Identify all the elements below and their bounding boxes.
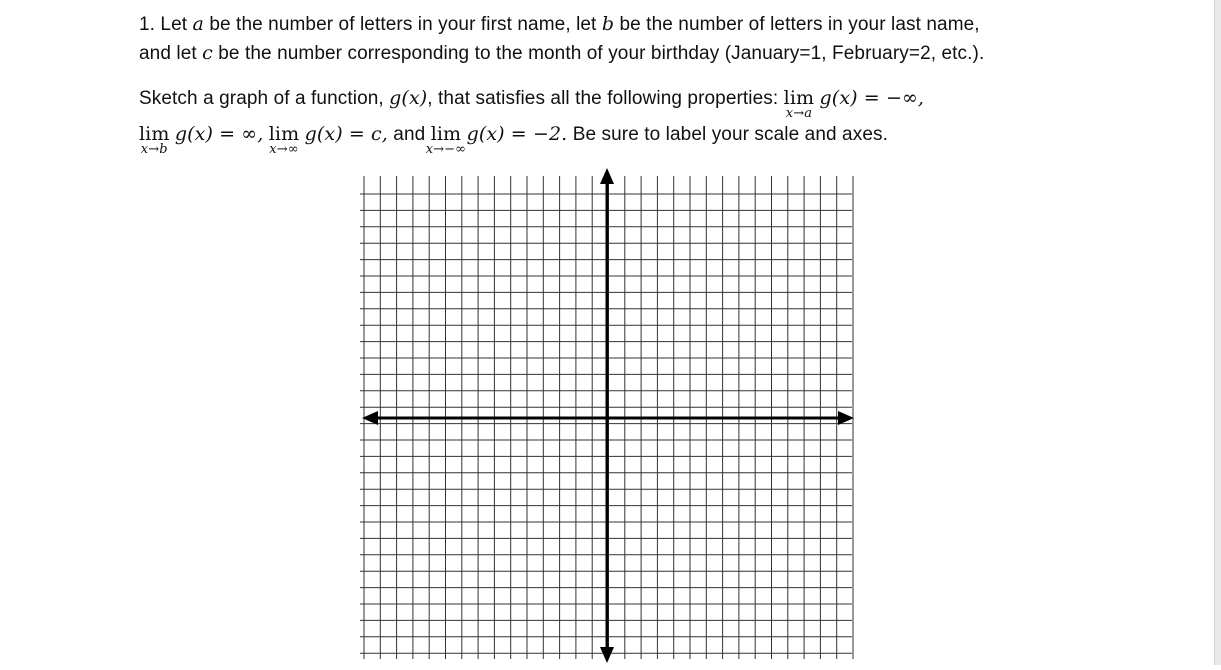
limit-word: lim xyxy=(783,87,815,109)
variable-b: b xyxy=(601,13,615,35)
text-segment: Let xyxy=(155,14,193,35)
text-segment: Be sure to label your scale and axes. xyxy=(567,124,888,145)
limit-x-to-b xyxy=(139,123,170,157)
variable-c: c xyxy=(202,42,213,64)
limit-expression: g(x) = ∞, xyxy=(174,123,264,145)
limit-word: lim xyxy=(139,123,170,145)
limit-subscript: x→b xyxy=(140,142,168,157)
y-axis-down-arrow-icon xyxy=(600,647,614,663)
x-axis-right-arrow-icon xyxy=(838,411,854,425)
limit-subscript: x→∞ xyxy=(269,142,299,157)
text-segment: be the number of letters in your first name, let xyxy=(203,14,602,35)
problem-line-4 xyxy=(139,123,888,157)
problem-line-2 xyxy=(139,42,984,65)
limit-x-to-neg-infinity xyxy=(425,123,467,157)
limit-subscript: x→a xyxy=(785,106,813,121)
problem-line-3 xyxy=(139,87,925,121)
limit-expression: g(x) = −2. xyxy=(466,123,568,145)
limit-word: lim xyxy=(268,123,300,145)
text-segment: Sketch a graph of a function, xyxy=(139,88,390,109)
limit-expression: g(x) = c, xyxy=(304,123,388,145)
text-segment: , that satisfies all the following properties: xyxy=(427,88,784,109)
text-segment: be the number of letters in your last name, xyxy=(614,14,980,35)
problem-line-1 xyxy=(139,13,980,36)
text-segment: be the number corresponding to the month of your birthday (January=1, February=2, etc.). xyxy=(212,43,985,64)
limit-x-to-a xyxy=(783,87,815,121)
text-segment: and xyxy=(387,124,431,145)
variable-a: a xyxy=(192,13,204,35)
limit-word: lim xyxy=(430,123,462,145)
graph-area[interactable] xyxy=(360,166,856,665)
page-edge xyxy=(1214,0,1221,665)
limit-expression: g(x) = −∞, xyxy=(819,87,925,109)
coordinate-grid[interactable] xyxy=(360,166,856,665)
problem-number: 1. xyxy=(139,14,156,35)
text-segment: and let xyxy=(139,43,203,64)
y-axis-up-arrow-icon xyxy=(600,168,614,184)
limit-x-to-infinity xyxy=(268,123,300,157)
function-g: g(x) xyxy=(389,87,428,109)
axes xyxy=(362,168,854,663)
limit-subscript: x→−∞ xyxy=(425,142,467,157)
